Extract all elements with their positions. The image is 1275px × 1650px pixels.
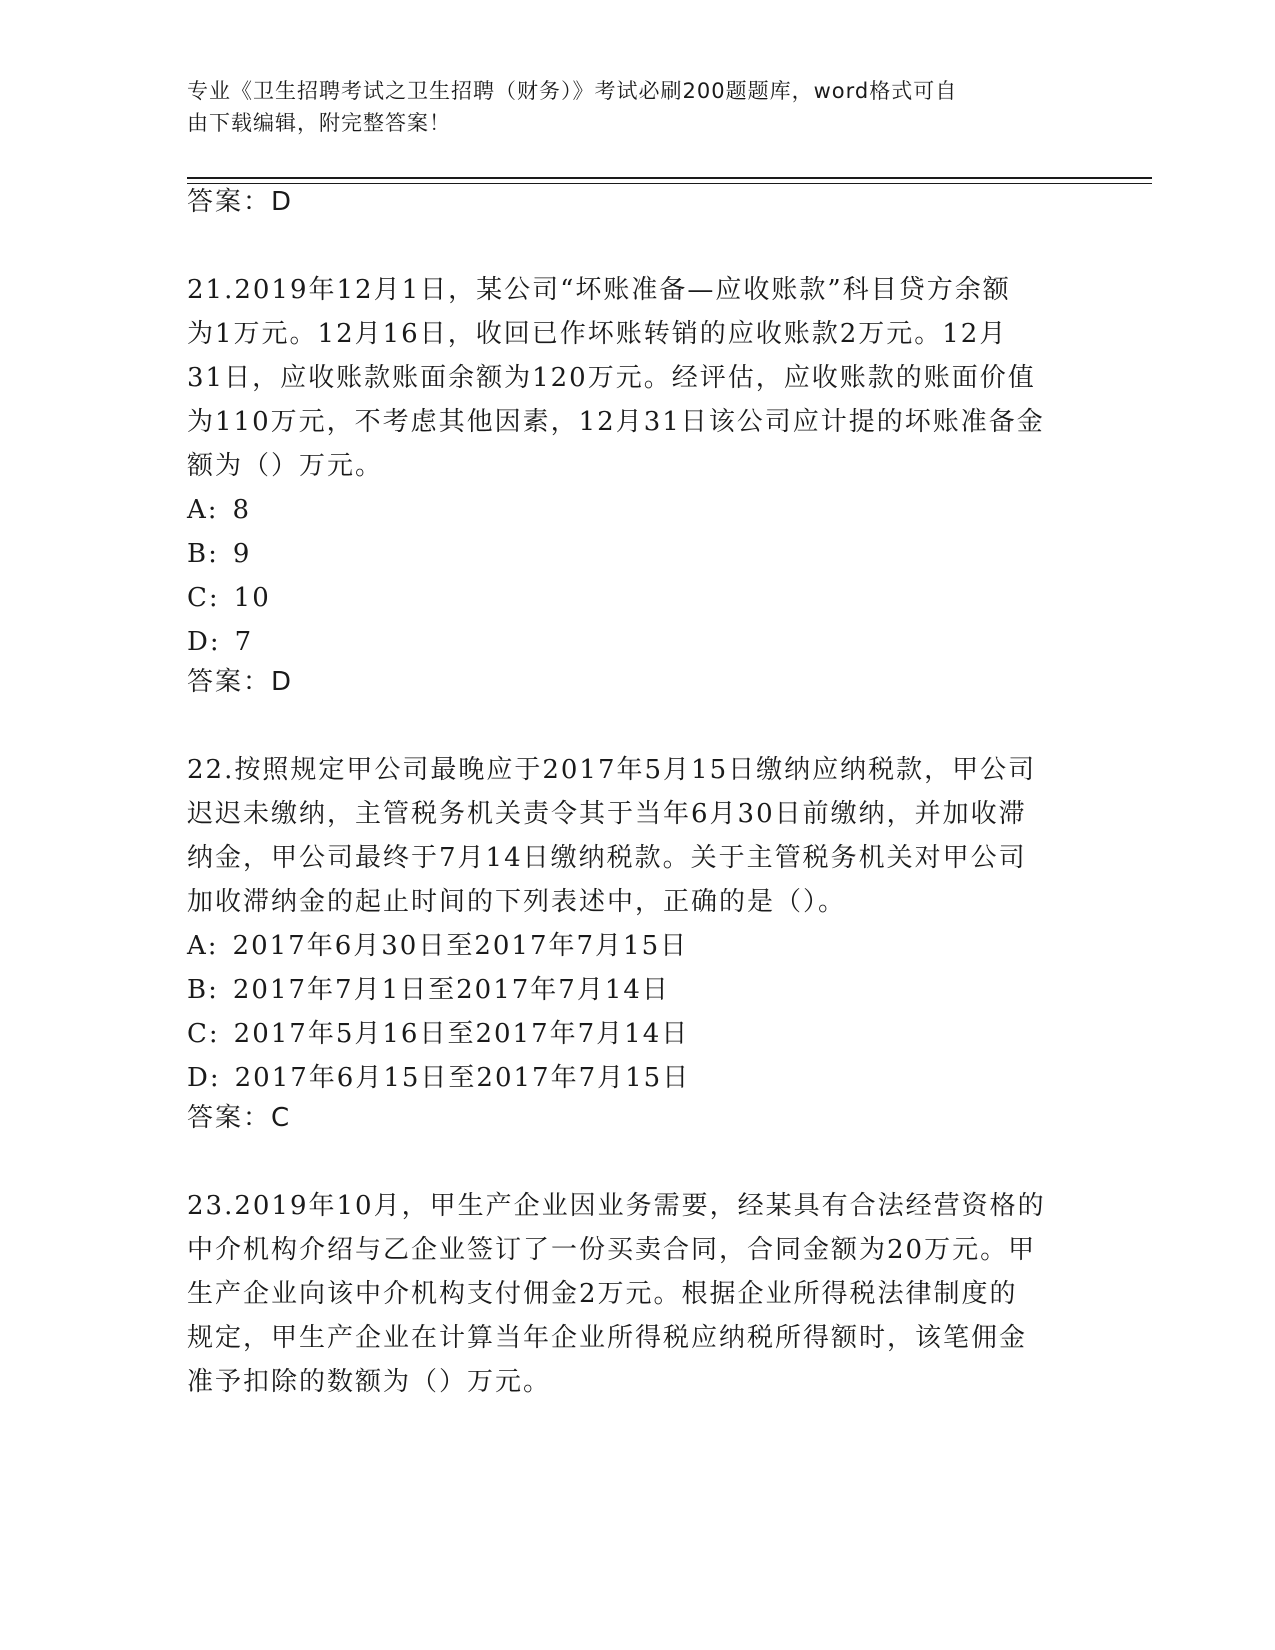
question-stem-line: 生产企业向该中介机构支付佣金2万元。根据企业所得税法律制度的 xyxy=(187,1279,1018,1309)
option-label: C: xyxy=(187,583,220,613)
question-stem-line: 规定，甲生产企业在计算当年企业所得税应纳税所得额时，该笔佣金 xyxy=(187,1323,1028,1353)
option-label: A: xyxy=(187,495,219,525)
question-stem-line: 22.按照规定甲公司最晚应于2017年5月15日缴纳应纳税款，甲公司 xyxy=(187,755,1037,785)
header-line-2: 由下载编辑，附完整答案！ xyxy=(187,111,451,135)
option-c xyxy=(187,1012,689,1057)
option-text: 2017年7月1日至2017年7月14日 xyxy=(232,975,670,1005)
question-stem-line: 中介机构介绍与乙企业签订了一份买卖合同，合同金额为20万元。甲 xyxy=(187,1235,1037,1265)
question-stem-line: 为110万元，不考虑其他因素，12月31日该公司应计提的坏账准备金 xyxy=(187,407,1045,437)
option-label: B: xyxy=(187,975,219,1005)
option-b xyxy=(187,968,670,1013)
option-label: B: xyxy=(187,539,219,569)
option-text: 9 xyxy=(232,539,252,569)
option-b xyxy=(187,532,251,577)
question-stem-line: 23.2019年10月，甲生产企业因业务需要，经某具有合法经营资格的 xyxy=(187,1191,1046,1221)
option-c xyxy=(187,576,271,621)
option-text: 2017年6月30日至2017年7月15日 xyxy=(232,931,689,961)
question-stem-line: 为1万元。12月16日，收回已作坏账转销的应收账款2万元。12月 xyxy=(187,319,1008,349)
option-a xyxy=(187,488,251,533)
question-answer: 答案：D xyxy=(187,667,294,697)
question-stem-line: 迟迟未缴纳，主管税务机关责令其于当年6月30日前缴纳，并加收滞 xyxy=(187,799,1027,829)
question-answer: 答案：C xyxy=(187,1103,292,1133)
option-d xyxy=(187,620,253,665)
question-stem-line: 31日，应收账款账面余额为120万元。经评估，应收账款的账面价值 xyxy=(187,363,1036,393)
option-a xyxy=(187,924,688,969)
previous-answer: 答案：D xyxy=(187,187,294,217)
option-text: 10 xyxy=(233,583,271,613)
header-line-1: 专业《卫生招聘考试之卫生招聘（财务）》考试必刷200题题库，word格式可自 xyxy=(187,79,958,103)
question-stem-line: 21.2019年12月1日，某公司“坏账准备—应收账款”科目贷方余额 xyxy=(187,275,1011,305)
option-d xyxy=(187,1056,690,1101)
question-stem-line: 加收滞纳金的起止时间的下列表述中，正确的是（）。 xyxy=(187,887,847,917)
option-text: 2017年5月16日至2017年7月14日 xyxy=(233,1019,690,1049)
document-header xyxy=(187,75,1067,139)
option-text: 2017年6月15日至2017年7月15日 xyxy=(234,1063,691,1093)
header-divider-thick xyxy=(187,177,1152,179)
question-stem-line: 额为（）万元。 xyxy=(187,451,384,481)
option-text: 8 xyxy=(232,495,252,525)
question-stem-line: 纳金，甲公司最终于7月14日缴纳税款。关于主管税务机关对甲公司 xyxy=(187,843,1027,873)
question-stem-line: 准予扣除的数额为（）万元。 xyxy=(187,1367,552,1397)
option-label: D: xyxy=(187,1063,221,1093)
option-label: A: xyxy=(187,931,219,961)
option-label: D: xyxy=(187,627,221,657)
option-label: C: xyxy=(187,1019,220,1049)
header-divider-thin xyxy=(187,183,1152,184)
option-text: 7 xyxy=(234,627,254,657)
